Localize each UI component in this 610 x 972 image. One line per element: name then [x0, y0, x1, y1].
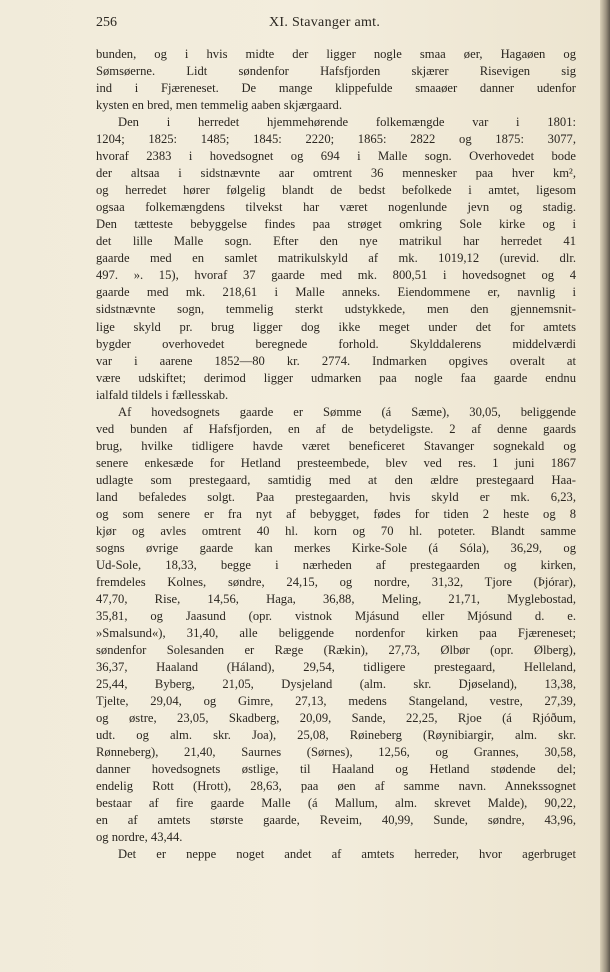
text-line: var i aarene 1852—80 kr. 2774. Indmarken opgives overalt at	[96, 353, 576, 368]
text-line: »Smalsund«), 31,40, alle beliggende nordenfor kirken paa Fjæreneset;	[96, 626, 576, 641]
text-line: Ud-Sole, 18,33, begge i nærheden af prestegaarden og kirken,	[96, 557, 576, 572]
text-line: kysten en bred, men temmelig aaben skjærgaard.	[96, 98, 342, 113]
text-line: 36,37, Haaland (Háland), 29,54, tidligere prestegaard, Helleland,	[96, 660, 576, 675]
text-line: søndenfor Solesanden er Ræge (Rækin), 27,73, Ølbør (opr. Ølberg),	[96, 643, 576, 658]
text-line: ind i Fjæreneset. De mange klippefulde smaaøer danner udenfor	[96, 81, 576, 96]
text-line: bestaar af fire gaarde Malle (á Mallum, alm. skrevet Malde), 90,22,	[96, 796, 576, 811]
text-line: Det er neppe noget andet af amtets herreder, hvor agerbruget	[118, 847, 576, 862]
text-line: fremdeles Kolnes, søndre, 24,15, og nordre, 31,32, Tjore (Þjórar),	[96, 574, 576, 589]
text-line: det lille Malle sogn. Efter den nye matrikul har herredet 41	[96, 234, 576, 249]
text-line: endelig Rott (Hrott), 28,63, paa øen af samme navn. Annekssognet	[96, 779, 576, 794]
text-line: gaarde med mk. 218,61 i Malle anneks. Eiendommene er, navnlig i	[96, 285, 576, 300]
text-line: bygder overhovedet beregnede forhold. Skylddalerens middelværdi	[96, 336, 576, 351]
text-line: og som senere er fra nyt af bebygget, fødes for tiden 2 heste og 8	[96, 506, 576, 521]
text-line: bunden, og i hvis midte der ligger nogle smaa øer, Hagaøen og	[96, 47, 576, 61]
text-line: ogsaa folkemængdens tilvekst har været nogenlunde jevn og stadig.	[96, 200, 576, 215]
text-line: senere enkesæde for Hetland presteembede, blev ved res. 1 juni 1867	[96, 455, 576, 470]
text-line: hvoraf 2383 i hovedsognet og 694 i Malle sogn. Overhovedet bode	[96, 149, 576, 164]
text-line: sogns øvrige gaarde kan merkes Kirke-Sole (á Sóla), 36,29, og	[96, 540, 576, 555]
text-line: land befaledes solgt. Paa prestegaarden, hvis skyld er mk. 6,23,	[96, 489, 576, 504]
text-line: 35,81, og Jaasund (opr. vistnok Mjásund eller Mjósund d. e.	[96, 609, 576, 624]
text-line: 1204; 1825: 1485; 1845: 2220; 1865: 2822 og 1875: 3077,	[96, 132, 576, 147]
page-edge-shadow	[600, 0, 610, 972]
text-line: 25,44, Byberg, 21,05, Dysjeland (alm. skr. Djøseland), 13,38,	[96, 677, 576, 692]
text-line: ved bunden af Hafsfjorden, en af de betydeligste. 2 af denne gaards	[96, 421, 576, 436]
page-number: 256	[96, 15, 117, 30]
text-line: Den i herredet hjemmehørende folkemængde var i 1801:	[118, 115, 576, 130]
text-line: 47,70, Rise, 14,56, Haga, 36,88, Meling, 21,71, Myglebostad,	[96, 592, 576, 606]
text-line: Sømsøerne. Lidt søndenfor Hafsfjorden skjærer Risevigen sig	[96, 64, 576, 79]
text-line: Rønneberg), 21,40, Saurnes (Sørnes), 12,56, og Grannes, 30,58,	[96, 745, 576, 760]
text-line: sidstnævnte sogn, temmelig sterkt udstykkede, men den gjennemsnit-	[96, 302, 576, 317]
text-line: danner hovedsognets østlige, til Haaland og Hetland stødende del;	[96, 762, 576, 777]
text-line: brug, hvilke tidligere havde været beneficeret Stavanger sognekald og	[96, 438, 576, 453]
body-text	[96, 46, 576, 864]
running-head: XI. Stavanger amt.	[269, 15, 381, 30]
text-line: Den tætteste bebyggelse findes paa strøget omkring Sole kirke og i	[96, 217, 576, 232]
text-line: og nordre, 43,44.	[96, 830, 183, 845]
text-line: lige skyld pr. brug ligger dog ikke meget under det for amtets	[96, 319, 576, 334]
text-line: Tjelte, 29,04, og Gimre, 27,13, medens Stangeland, vestre, 27,39,	[96, 694, 576, 709]
text-line: gaarde med en samlet matrikulskyld af mk. 1019,12 (urevid. dlr.	[96, 251, 576, 266]
page-header	[96, 10, 576, 34]
text-line: udlagte som prestegaard, samtidig med at den ældre prestegaard Haa-	[96, 472, 576, 487]
text-line: være udskiftet; derimod ligger udmarken paa nogle faa gaarde endnu	[96, 370, 576, 385]
text-line: kjør og avles omtrent 40 hl. korn og 70 hl. poteter. Blandt samme	[96, 523, 576, 538]
text-line: og herredet hører følgelig blandt de bedst befolkede i amtet, ligesom	[96, 183, 576, 198]
text-line: ialfald tildels i fællesskab.	[96, 387, 229, 402]
text-line: der altsaa i sidstnævnte aar omtrent 36 mennesker paa hver km²,	[96, 166, 576, 181]
text-line: en af amtets største gaarde, Reveim, 40,99, Sunde, søndre, 43,96,	[96, 813, 576, 828]
text-line: 497. ». 15), hvoraf 37 gaarde med mk. 800,51 i hovedsognet og 4	[96, 268, 576, 283]
text-line: Af hovedsognets gaarde er Sømme (á Sæme), 30,05, beliggende	[118, 404, 576, 419]
text-line: og østre, 23,05, Skadberg, 20,09, Sande, 22,25, Rjoe (á Rjóðum,	[96, 711, 576, 726]
text-line: udt. og alm. skr. Joa), 25,08, Røineberg (Røynibiargir, alm. skr.	[96, 728, 576, 743]
